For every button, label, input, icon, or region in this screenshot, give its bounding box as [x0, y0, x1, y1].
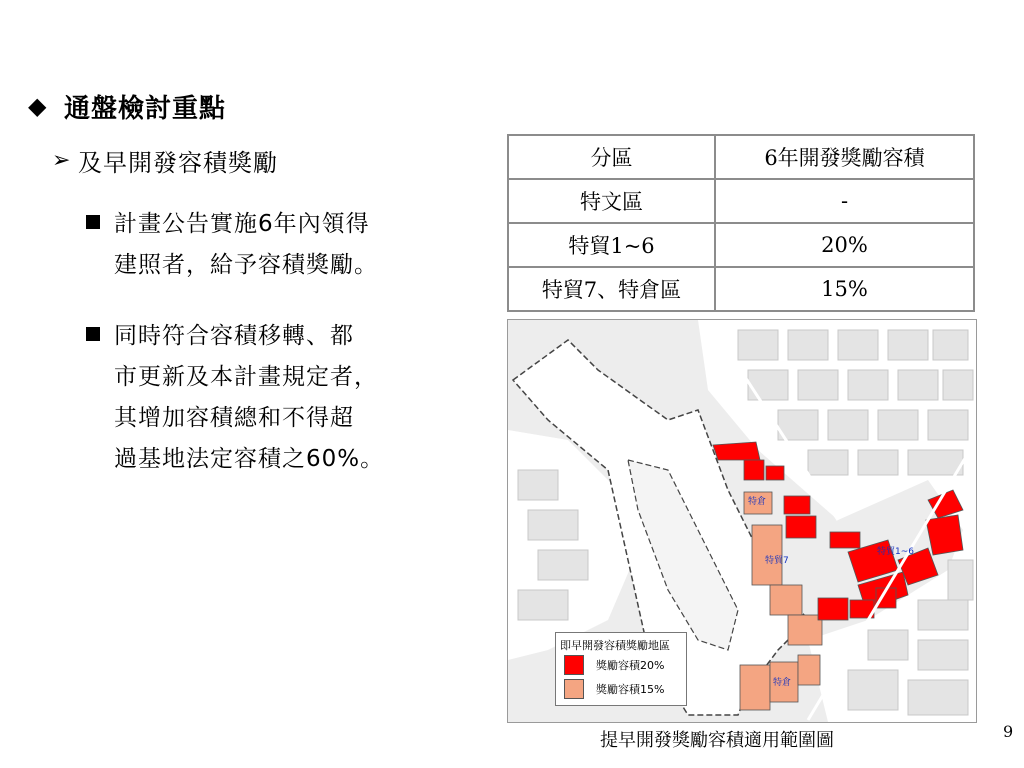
bullet-item-2-line-4: 過基地法定容積之60%。: [114, 446, 385, 472]
table-cell: 特文區: [508, 179, 715, 223]
square-bullet-icon: [86, 215, 100, 229]
square-bullet-icon: [86, 327, 100, 341]
legend-swatch-red: [564, 655, 584, 675]
map-label-warehouse-south: 特倉: [773, 678, 792, 688]
bullet-item-2-line-2: 市更新及本計畫規定者，: [114, 364, 378, 390]
legend-item-15: [564, 679, 664, 699]
table-row: [508, 267, 974, 311]
legend-swatch-salmon: [564, 679, 584, 699]
legend-title: 即早開發容積獎勵地區: [560, 639, 670, 652]
diamond-bullet-icon: ◆: [28, 92, 47, 120]
table-header-cell: 6年開發獎勵容積: [715, 135, 974, 179]
table-cell: 20%: [715, 223, 974, 267]
table-row: [508, 223, 974, 267]
table-cell: -: [715, 179, 974, 223]
map-label-trade-7: 特貿7: [765, 556, 789, 566]
table-cell: 特貿1~6: [508, 223, 715, 267]
section-heading: [28, 86, 226, 126]
legend-label-20: 獎勵容積20%: [596, 659, 665, 672]
page-number: 9: [1003, 722, 1014, 741]
bullet-item-1: [86, 204, 466, 286]
incentive-table: [507, 134, 975, 312]
bullet-item-2: [86, 316, 466, 480]
table-cell: 15%: [715, 267, 974, 311]
table-cell: 特貿7、特倉區: [508, 267, 715, 311]
map-label-trade-1-6: 特貿1~6: [877, 547, 914, 557]
section-heading-text: 通盤檢討重點: [64, 93, 227, 124]
table-row: [508, 179, 974, 223]
bullet-item-1-line-2: 建照者，給予容積獎勵。: [114, 252, 378, 278]
arrow-bullet-icon: ➢: [52, 148, 71, 173]
map-legend: [555, 632, 687, 706]
bullet-item-2-line-3: 其增加容積總和不得超: [114, 405, 354, 431]
map-label-warehouse-north: 特倉: [748, 497, 767, 507]
bullet-item-1-line-1: 計畫公告實施6年內領得: [114, 211, 370, 237]
legend-item-20: [564, 655, 664, 675]
table-header-cell: 分區: [508, 135, 715, 179]
subheading-text: 及早開發容積獎勵: [78, 149, 278, 177]
legend-label-15: 獎勵容積15%: [596, 683, 665, 696]
map-caption: 提早開發獎勵容積適用範圍圖: [600, 730, 834, 751]
table-header-row: [508, 135, 974, 179]
bullet-item-2-line-1: 同時符合容積移轉、都: [114, 323, 354, 349]
subheading: [52, 143, 278, 178]
